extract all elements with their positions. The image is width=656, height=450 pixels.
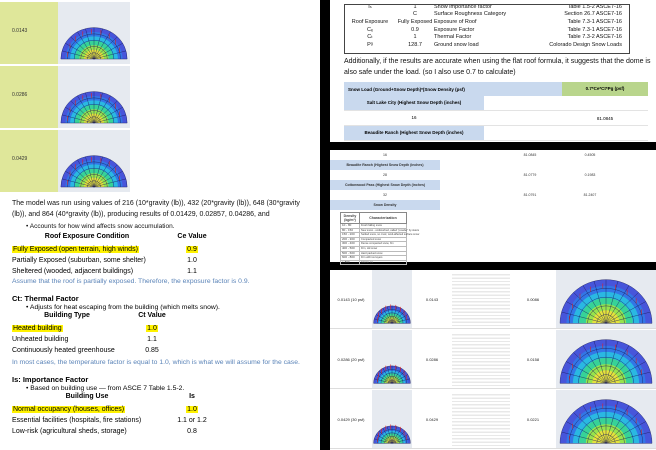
is-heading: Is: Importance Factor bbox=[12, 375, 89, 384]
factor-symbol: Pᵍ bbox=[367, 41, 373, 48]
factor-option-row bbox=[12, 244, 312, 255]
factor-description: Thermal Factor bbox=[434, 34, 472, 41]
snow-depth-value: 81.0791 bbox=[523, 193, 537, 197]
factor-reference: Table 7.3-1 ASCE7-16 bbox=[567, 18, 622, 25]
building-use-col-header: Building Use bbox=[65, 393, 109, 400]
factor-option-row bbox=[12, 404, 312, 415]
result-thumb-a bbox=[372, 330, 412, 388]
exposure-note: Assume that the roof is partially exposed. Therefore, the exposure factor is 0.9. bbox=[12, 278, 250, 285]
result-check-value: 0.0221 bbox=[526, 416, 540, 422]
factor-option-row bbox=[12, 266, 312, 277]
density-row bbox=[341, 260, 407, 265]
sheet-header-value: 0.7*Ce*Ct*Pg (psf) bbox=[562, 82, 648, 96]
factor-description: Ground snow load bbox=[434, 41, 479, 48]
factor-option-label: Sheltered (wooded, adjacent buildings) bbox=[12, 268, 134, 275]
factor-value: 1 bbox=[413, 3, 417, 10]
factor-option-value: 0.9 bbox=[187, 246, 197, 253]
result-thumb-b bbox=[556, 270, 656, 328]
result-thumb-b bbox=[556, 390, 656, 448]
density-characterization: Fresh falling snow bbox=[360, 224, 407, 229]
factor-option-row bbox=[12, 345, 312, 356]
factor-option-row bbox=[12, 255, 312, 266]
sheet-row-label: 16 bbox=[411, 115, 417, 120]
factor-option-value: 0.85 bbox=[145, 347, 159, 354]
factor-option-label: Continuously heated greenhouse bbox=[12, 347, 115, 354]
snow-depth-value: 81.0845 bbox=[523, 153, 537, 157]
factor-option-label: Unheated building bbox=[12, 336, 69, 343]
density-characterization: Firn, old snow bbox=[360, 246, 407, 251]
result-thumb-b bbox=[556, 330, 656, 388]
is-col-header: Is bbox=[189, 393, 195, 400]
factor-option-row bbox=[12, 426, 312, 437]
factor-reference: Colorado Design Snow Loads bbox=[549, 41, 622, 48]
panel-results-grid bbox=[330, 270, 656, 450]
panel-snow-load-table bbox=[330, 0, 656, 151]
snow-depth-value: 81.0779 bbox=[523, 173, 537, 177]
ce-col-header: Ce Value bbox=[177, 233, 207, 240]
simulation-row-label: 0.0143 bbox=[12, 28, 28, 34]
factor-option-label: Essential facilities (hospitals, fire stations) bbox=[12, 417, 142, 424]
result-row bbox=[330, 330, 656, 389]
result-row bbox=[330, 270, 656, 329]
density-range: 200 - 300 bbox=[341, 237, 360, 242]
sheet-header: Snow Load (Ground+Snow Depth)*(Snow Density (psf) bbox=[348, 86, 465, 92]
result-check-value: 0.0158 bbox=[526, 356, 540, 362]
is-bullet: • Based on building use — from ASCE 7 Table 1.5-2. bbox=[26, 385, 185, 392]
factor-description: Surface Roughness Category bbox=[434, 11, 507, 18]
characterization-col-header: Characterization bbox=[360, 213, 407, 224]
factor-option-value: 1.1 bbox=[187, 268, 197, 275]
factor-option-label: Fully Exposed (open terrain, high winds) bbox=[13, 246, 138, 253]
factor-option-value: 1.0 bbox=[187, 257, 197, 264]
factor-option-value: 1.1 bbox=[147, 336, 157, 343]
ct-bullet-text: Adjusts for heat escaping from the building (which melts snow). bbox=[29, 304, 220, 311]
density-range: 10 - 80 bbox=[341, 224, 360, 229]
result-thumb-a bbox=[372, 270, 412, 328]
panel-factor-explanations bbox=[0, 222, 320, 450]
factor-reference: Table 7.3-2 ASCE7-16 bbox=[567, 34, 622, 41]
density-range: 400 - 500 bbox=[341, 246, 360, 251]
snow-depth-ratio: 81.2407 bbox=[583, 193, 597, 197]
factor-symbol: Cₑ bbox=[366, 26, 373, 33]
building-type-col-header: Building Type bbox=[44, 312, 90, 319]
factor-option-row bbox=[12, 323, 312, 334]
result-row bbox=[330, 390, 656, 449]
result-thumb-a bbox=[372, 390, 412, 448]
snow-depth-label: Beaudite Ranch (Highest Snow Depth (inches) bbox=[330, 160, 440, 170]
factor-symbol: Iₛ bbox=[368, 3, 372, 10]
snow-depth-row bbox=[330, 200, 656, 210]
factor-reference: Section 26.7 ASCE7-16 bbox=[564, 11, 622, 18]
factor-value: 1 bbox=[413, 34, 417, 41]
sheet-row-value: 81.0779 bbox=[596, 145, 614, 151]
dome-stress-image bbox=[58, 130, 130, 192]
wind-bullet-text: Accounts for how wind affects snow accumulation. bbox=[29, 223, 175, 230]
snow-depth-ratio: 0.4505 bbox=[584, 153, 596, 157]
factor-reference: Table 1.5-2 ASCE7-16 bbox=[567, 3, 622, 10]
simulation-row bbox=[0, 130, 130, 192]
factor-value: 128.7 bbox=[408, 41, 422, 48]
model-run-paragraph: The model was run using values of 216 (10*gravity (lb)), 432 (20*gravity (lb)), 648 (30*gravity (lb)), and 864 (40*gravity (lb)), producing results of 0.01429, 0.02857, 0.04286, and bbox=[12, 200, 300, 218]
factor-reference: Table 7.3-1 ASCE7-16 bbox=[567, 26, 622, 33]
sheet-row bbox=[344, 96, 648, 111]
density-range: 600 - 800 bbox=[341, 256, 360, 261]
snow-depth-row bbox=[330, 150, 656, 160]
density-characterization: Hard packed snow bbox=[360, 251, 407, 256]
snow-depth-label: 28 bbox=[383, 173, 387, 177]
factor-option-value: 0.8 bbox=[187, 428, 197, 435]
density-col-header: Density (kg/m³) bbox=[341, 213, 360, 224]
density-characterization: Compacted snow bbox=[360, 237, 407, 242]
factor-option-value: 1.1 or 1.2 bbox=[177, 417, 207, 424]
density-characterization: Firn with ice layers bbox=[360, 256, 407, 261]
result-value: 0.0143 bbox=[425, 296, 439, 302]
result-load-label: 0.0429 (30 psf) bbox=[337, 416, 365, 422]
factor-option-label: Normal occupancy (houses, offices) bbox=[13, 406, 125, 413]
wind-bullet: • Accounts for how wind affects snow accumulation. bbox=[26, 223, 175, 230]
is-bullet-text: Based on building use — from ASCE 7 Table 1.5-2. bbox=[30, 385, 185, 392]
factor-option-row bbox=[12, 334, 312, 345]
result-value: 0.0429 bbox=[425, 416, 439, 422]
sheet-row bbox=[344, 126, 648, 141]
density-range: > 800 bbox=[341, 260, 360, 265]
result-value: 0.0286 bbox=[425, 356, 439, 362]
factor-table-border bbox=[344, 4, 630, 54]
exposure-col-header: Roof Exposure Condition bbox=[44, 233, 130, 240]
result-check-value: 0.0086 bbox=[526, 296, 540, 302]
snow-depth-label: Snow Density bbox=[330, 200, 440, 210]
ct-bullet: • Adjusts for heat escaping from the building (which melts snow). bbox=[26, 304, 220, 311]
density-range: 500 - 600 bbox=[341, 251, 360, 256]
snow-depth-row bbox=[330, 190, 656, 200]
density-characterization: Dense compacted snow, firn bbox=[360, 242, 407, 247]
simulation-row bbox=[0, 66, 130, 128]
snow-depth-row bbox=[330, 170, 656, 180]
result-notes bbox=[452, 332, 510, 386]
factor-symbol: Cₜ bbox=[367, 34, 373, 41]
factor-option-label: Partially Exposed (suburban, some shelter) bbox=[12, 257, 146, 264]
density-range: 150 - 200 bbox=[341, 233, 360, 238]
factor-value: 0.9 bbox=[411, 26, 419, 33]
dome-stress-image bbox=[58, 66, 130, 128]
sheet-row-label: 28 bbox=[411, 145, 417, 150]
factor-value: Fully Exposed bbox=[397, 18, 433, 25]
ct-heading: Ct: Thermal Factor bbox=[12, 294, 79, 303]
snow-depth-row bbox=[330, 160, 656, 170]
factor-option-value: 1.0 bbox=[187, 406, 197, 413]
density-characterization: New snow - undisturbed, called "powder" by skiers bbox=[361, 228, 420, 232]
sheet-row bbox=[344, 111, 648, 126]
panel-snow-density bbox=[330, 150, 656, 262]
density-characterization: Glacier ice bbox=[360, 260, 407, 265]
snow-depth-label: Cottonwood Pass (Highest Snow Depth (inches) bbox=[330, 180, 440, 190]
simulation-row bbox=[0, 2, 130, 64]
flat-roof-paragraph: Additionally, if the results are accurate when using the flat roof formula, it suggests that the dome is also safe under the load. (so I also use 0.7 to calculate) bbox=[344, 58, 651, 76]
factor-description: Snow importance factor bbox=[434, 3, 492, 10]
factor-option-row bbox=[12, 415, 312, 426]
factor-option-label: Low-risk (agricultural sheds, storage) bbox=[12, 428, 127, 435]
sheet-row-label: Salt Lake City (Highest Snow Depth (inches) bbox=[344, 96, 484, 110]
ct-col-header: Ct Value bbox=[138, 312, 166, 319]
factor-option-label: Heated building bbox=[13, 325, 62, 332]
snow-depth-label: 16 bbox=[383, 153, 387, 157]
ct-note: In most cases, the temperature factor is equal to 1.0, which is what we will assume for the case. bbox=[12, 359, 300, 366]
factor-symbol: Roof Exposure bbox=[351, 18, 389, 25]
result-load-label: 0.0286 (20 psf) bbox=[337, 356, 365, 362]
result-notes bbox=[452, 392, 510, 446]
sheet-row-label: Beaudite Ranch (Highest Snow Depth (inches) bbox=[344, 126, 484, 140]
dome-stress-image bbox=[58, 2, 130, 64]
density-range: 80 - 150 bbox=[341, 228, 360, 233]
factor-option-value: 1.0 bbox=[147, 325, 157, 332]
simulation-row-label: 0.0429 bbox=[12, 156, 28, 162]
snow-depth-label: 32 bbox=[383, 193, 387, 197]
snow-load-sheet bbox=[344, 82, 648, 156]
sheet-row-value: 81.0845 bbox=[596, 115, 614, 121]
panel-dome-simulations bbox=[0, 0, 320, 222]
factor-description: Exposure of Roof bbox=[434, 18, 477, 25]
snow-depth-ratio: 0.1983 bbox=[584, 173, 596, 177]
factor-value: C bbox=[413, 11, 417, 18]
density-range: 300 - 400 bbox=[341, 242, 360, 247]
density-table bbox=[340, 212, 420, 265]
result-notes bbox=[452, 272, 510, 326]
result-load-label: 0.0143 (10 psf) bbox=[337, 296, 365, 302]
snow-depth-row bbox=[330, 180, 656, 190]
density-characterization: Settled snow, no crust; wind-affected surface snow bbox=[361, 233, 420, 237]
factor-description: Exposure Factor bbox=[434, 26, 475, 33]
simulation-row-label: 0.0286 bbox=[12, 92, 28, 98]
